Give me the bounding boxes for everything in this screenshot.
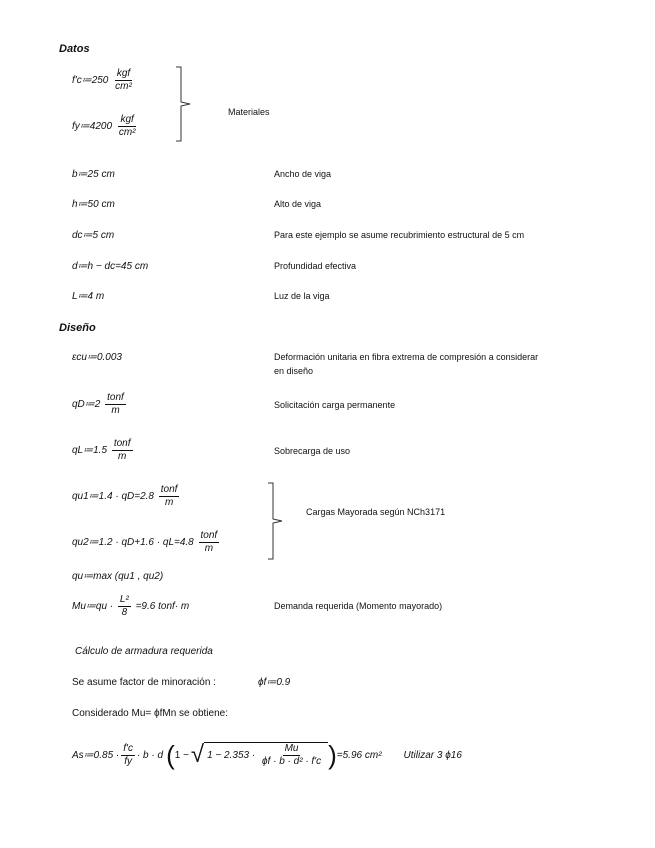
cargas-brace: [268, 482, 286, 560]
qd-unit-num: tonf: [107, 392, 124, 403]
ecu-desc-line2: en diseño: [274, 366, 314, 376]
dim-d-desc: Profundidad efectiva: [274, 261, 357, 271]
fc-definition[interactable]: f'c≔250 $\frac{\text{kgf}}{\text{cm²}}$: [72, 68, 132, 92]
fc-value: 250: [91, 75, 109, 87]
calc-title: Cálculo de armadura requerida: [75, 646, 213, 657]
qu1-unit-num: tonf: [160, 484, 178, 495]
open-paren-icon: (: [166, 740, 175, 770]
as-mid: · b · d: [136, 749, 164, 761]
mu-definition[interactable]: [72, 594, 189, 619]
as-frac1-num: f'c: [123, 742, 133, 754]
mu-frac-num: L²: [119, 594, 129, 605]
mu-rhs: =9.6 tonf· m: [135, 601, 190, 613]
qu1-definition[interactable]: [72, 484, 181, 509]
ecu-desc-line1: Deformación unitaria en fibra extrema de compresión a considerar: [274, 352, 539, 362]
as-result: =5.96 cm²: [336, 749, 382, 761]
dim-l-expr[interactable]: L≔4 m: [72, 291, 105, 302]
qu1-expr: qu1≔1.4 · qD=2.8: [72, 491, 154, 503]
qu2-unit-den: m: [204, 543, 214, 554]
ql-definition[interactable]: [72, 438, 135, 463]
qu-expr[interactable]: qu≔max (qu1 , qu2): [72, 571, 164, 582]
dim-dc-desc: Para este ejemplo se asume recubrimiento estructural de 5 cm: [274, 230, 525, 240]
cargas-label: Cargas Mayorada según NCh3171: [306, 507, 446, 517]
materials-brace: [176, 66, 194, 142]
qu2-definition[interactable]: [72, 530, 221, 555]
ql-unit-num: tonf: [113, 438, 131, 449]
considerado-text: Considerado Mu= ϕfMn se obtiene:: [72, 708, 228, 719]
ql-expr: qL≔1.5: [72, 445, 108, 457]
sqrt-content: [204, 742, 328, 768]
dim-b-desc: Ancho de viga: [274, 169, 332, 179]
qu1-unit-den: m: [164, 497, 174, 508]
as-sqrt-pre: 1 − 2.353 ·: [207, 750, 256, 762]
as-lhs: As≔0.85 ·: [72, 749, 120, 761]
ql-unit-den: m: [117, 451, 127, 462]
fc-unit-num: kgf: [116, 68, 131, 79]
ql-desc: Sobrecarga de uso: [274, 446, 351, 456]
ecu-expr[interactable]: εcu≔0.003: [72, 352, 122, 363]
mu-lhs: Mu≔qu ·: [72, 601, 114, 613]
fy-lhs: fy: [72, 121, 80, 133]
section-heading-datos: Datos: [59, 43, 90, 55]
fy-value: 4200: [89, 121, 113, 133]
qd-expr: qD≔2: [72, 399, 101, 411]
qd-unit-den: m: [111, 405, 120, 416]
as-equation[interactable]: As≔0.85 · $\frac{f'c}{fy}$ · b · d ( 1 − √ 1 − 2.353 · $\frac{Mu}{\text{ϕf · b · d² · f'c}}$ ) =5.96 cm² Utilizar 3 ϕ16: [72, 740, 462, 770]
materials-label: Materiales: [228, 107, 270, 117]
dim-dc-expr[interactable]: dc≔5 cm: [72, 230, 115, 241]
as-frac2-den: ϕf · b · d² · f'c: [261, 756, 322, 767]
fy-unit-den: cm²: [118, 127, 136, 138]
close-paren-icon: ): [328, 740, 337, 770]
mu-frac-den: 8: [121, 607, 128, 618]
fc-unit-den: cm²: [115, 81, 132, 92]
as-frac1-den: fy: [124, 755, 132, 767]
section-heading-diseno: Diseño: [59, 322, 96, 334]
sqrt-icon: √: [190, 741, 205, 768]
as-note: Utilizar 3 ϕ16: [403, 749, 462, 761]
qu2-expr: qu2≔1.2 · qD+1.6 · qL=4.8: [72, 537, 194, 549]
qu2-unit-num: tonf: [200, 530, 218, 541]
dim-b-expr[interactable]: b≔25 cm: [72, 169, 115, 180]
fc-lhs: f'c: [72, 75, 82, 87]
dim-h-desc: Alto de viga: [274, 199, 322, 209]
fy-definition[interactable]: fy≔4200 $\frac{\text{kgf}}{\text{cm²}}$: [72, 114, 136, 138]
as-frac2-num: Mu: [284, 743, 299, 754]
fy-unit-num: kgf: [120, 114, 134, 125]
qd-definition[interactable]: [72, 392, 128, 417]
mu-desc: Demanda requerida (Momento mayorado): [274, 601, 443, 611]
dim-h-expr[interactable]: h≔50 cm: [72, 199, 115, 210]
dim-l-desc: Luz de la viga: [274, 291, 330, 301]
qd-desc: Solicitación carga permanente: [274, 400, 396, 410]
factor-text: Se asume factor de minoración :: [72, 677, 216, 688]
dim-d-expr[interactable]: d≔h − dc=45 cm: [72, 261, 149, 272]
factor-expr[interactable]: ϕf≔0.9: [258, 677, 291, 688]
